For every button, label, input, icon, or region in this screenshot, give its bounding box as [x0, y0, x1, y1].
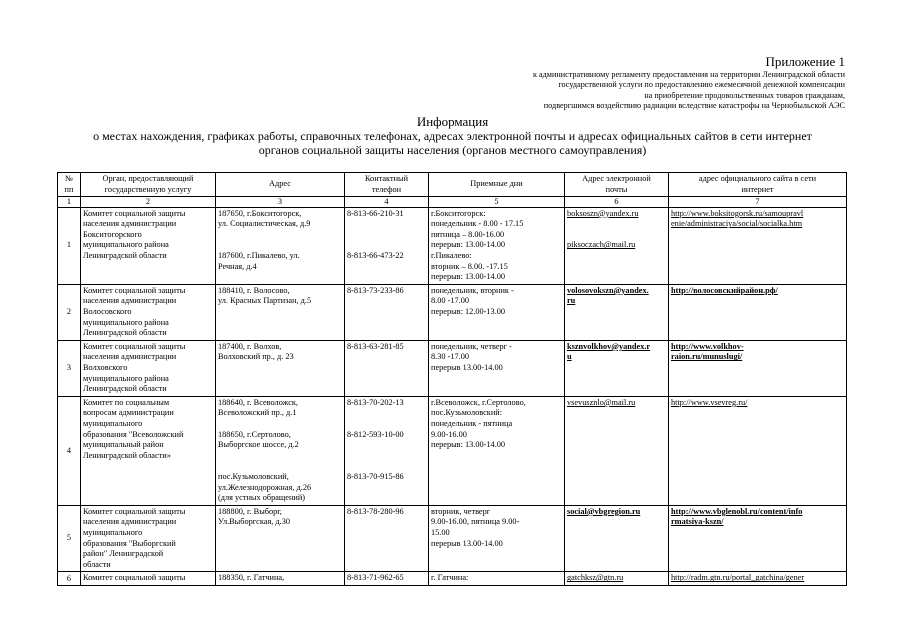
cell-phone — [345, 340, 429, 396]
cell-line: перерыв 13.00-14.00 — [431, 363, 503, 373]
info-subtitle-line: о местах нахождения, графиках работы, справочных телефонах, адресах электронной почты и адресах официальных сайтов в сети интернет — [93, 129, 812, 143]
cell-line — [347, 240, 426, 251]
cell-line: пос.Кузьмоловский, — [218, 472, 289, 481]
column-number: 7 — [669, 197, 847, 208]
cell-line: 187400, г. Волхов, — [218, 341, 282, 351]
cell-line: образования "Выборгский — [83, 538, 176, 548]
cell-line: пос.Кузьмоловский: — [431, 408, 503, 418]
cell-line — [347, 230, 426, 241]
table-row — [58, 505, 847, 572]
cell-line: муниципального района — [83, 373, 169, 383]
cell-line: Ленинградской области — [83, 251, 167, 261]
cell-address — [216, 207, 345, 284]
cell-line: boksoszn@yandex.ru — [567, 208, 639, 218]
appendix-title: Приложение 1 — [765, 54, 845, 69]
cell-line: населения администрации — [83, 517, 177, 527]
column-number: 5 — [429, 197, 565, 208]
header-text: Адрес — [269, 179, 291, 189]
cell-line — [218, 451, 342, 462]
header-text: Адрес электронной — [582, 174, 651, 183]
cell-address — [216, 572, 345, 586]
column-number: 4 — [345, 197, 429, 208]
cell-line: 8-813-73-233-86 — [347, 285, 404, 295]
cell-line: населения администрации — [83, 296, 177, 306]
column-number: 6 — [565, 197, 669, 208]
cell-email[interactable] — [565, 396, 669, 505]
agencies-table — [57, 172, 847, 586]
row-number: 3 — [58, 340, 81, 396]
cell-line: Волховский пр., д. 23 — [218, 352, 294, 362]
cell-line: http://www.volkhov- — [671, 341, 744, 351]
cell-line: муниципального — [83, 527, 143, 537]
header-text: № — [65, 174, 73, 183]
cell-line: Выборгское шоссе, д.2 — [218, 440, 299, 450]
cell-line: social@vbgregion.ru — [567, 506, 641, 516]
cell-line: населения администрации — [83, 352, 177, 362]
cell-line: Речная, д.4 — [218, 261, 257, 271]
cell-line: перерыв: 13.00-14.00 — [431, 440, 506, 450]
cell-line: г. Гатчина: — [431, 573, 469, 583]
cell-site[interactable] — [669, 505, 847, 572]
cell-line: http://www.vsevreg.ru/ — [671, 397, 748, 407]
cell-days — [429, 505, 565, 572]
cell-days — [429, 572, 565, 586]
column-number: 1 — [58, 197, 81, 208]
header-col-days — [429, 173, 565, 197]
cell-line — [218, 240, 342, 251]
row-number: 1 — [58, 207, 81, 284]
cell-line: понедельник - 8.00 - 17.15 — [431, 219, 524, 229]
cell-line: 8-813-66-473-22 — [347, 251, 404, 261]
cell-line: (для устных обращений) — [218, 493, 306, 503]
cell-line: Ленинградской области — [83, 328, 167, 338]
cell-line: u — [567, 352, 572, 362]
cell-line: Волосовского — [83, 307, 132, 317]
cell-line: ksznvolkhov@yandex.r — [567, 341, 651, 351]
cell-organ — [81, 340, 216, 396]
cell-line: volosovokszn@yandex. — [567, 285, 649, 295]
cell-days — [429, 284, 565, 340]
cell-line: enie/administraciya/social/socialka.htm — [671, 219, 803, 229]
cell-line: вторник – 8.00. -17.15 — [431, 261, 508, 271]
cell-line: Комитет социальной защиты — [83, 573, 186, 583]
cell-line: 187600, г.Пикалево, ул. — [218, 251, 300, 261]
row-number: 4 — [58, 396, 81, 505]
cell-address — [216, 340, 345, 396]
cell-line: г.Всеволожск, г.Сертолово, — [431, 397, 526, 407]
cell-line: 8-812-593-10-00 — [347, 429, 404, 439]
header-text: Приемные дни — [470, 179, 523, 189]
cell-line: 8.30 -17.00 — [431, 352, 470, 362]
cell-line: raion.ru/munuslugi/ — [671, 352, 743, 362]
cell-line: 188800, г. Выборг, — [218, 506, 282, 516]
cell-line: 8-813-71-962-65 — [347, 573, 404, 583]
cell-line: http://www.boksitogorsk.ru/samoupravl — [671, 208, 804, 218]
cell-phone — [345, 572, 429, 586]
cell-line: перерыв: 13.00-14.00 — [431, 272, 506, 282]
cell-line: 188650, г.Сертолово, — [218, 429, 291, 439]
cell-line: понедельник - пятница — [431, 419, 513, 429]
cell-line: 188410, г. Волосово, — [218, 285, 290, 295]
table-row — [58, 340, 847, 396]
cell-line: населения администрации — [83, 219, 177, 229]
cell-line: http://radm.gtn.ru/portal_gatchina/gener — [671, 573, 805, 583]
cell-phone — [345, 284, 429, 340]
cell-line: 15.00 — [431, 527, 450, 537]
cell-phone — [345, 396, 429, 505]
cell-line: ru — [567, 296, 576, 306]
cell-line: г.Пикалево: — [431, 251, 472, 261]
cell-line: муниципального района — [83, 317, 169, 327]
header-col-number — [58, 173, 81, 197]
cell-line: 9.00-16.00 — [431, 429, 467, 439]
info-title: Информация — [416, 114, 489, 129]
cell-address — [216, 396, 345, 505]
row-number: 2 — [58, 284, 81, 340]
header-col-phone — [345, 173, 429, 197]
cell-line: перерыв 13.00-14.00 — [431, 538, 503, 548]
cell-line: 9.00-16.00, пятница 9.00- — [431, 517, 520, 527]
table-row — [58, 207, 847, 284]
appendix-line: на приобретение продовольственных товаров гражданам, — [644, 90, 845, 100]
cell-line: 188640, г. Всеволожск, — [218, 397, 299, 407]
cell-line: ул. Красных Партизан, д.5 — [218, 296, 312, 306]
cell-line: Ул.Выборгская, д.30 — [218, 517, 291, 527]
cell-line: gatchksz@gtn.ru — [567, 573, 624, 583]
cell-line: вторник, четверг — [431, 506, 491, 516]
cell-line: Бокситогорского — [83, 229, 142, 239]
cell-email[interactable] — [565, 505, 669, 572]
appendix-line: подвергшимся воздействию радиации вследствие катастрофы на Чернобыльской АЭС — [543, 101, 845, 111]
table-row — [58, 396, 847, 505]
cell-site[interactable] — [669, 572, 847, 586]
cell-line: понедельник, четверг - — [431, 341, 512, 351]
cell-line — [347, 419, 426, 430]
cell-site[interactable] — [669, 284, 847, 340]
cell-organ — [81, 207, 216, 284]
column-number: 3 — [216, 197, 345, 208]
header-text: Орган, предоставляющий — [102, 174, 194, 183]
cell-email[interactable] — [565, 284, 669, 340]
cell-line: 8-813-78-280-96 — [347, 506, 404, 516]
header-col-address — [216, 173, 345, 197]
cell-address — [216, 284, 345, 340]
cell-organ — [81, 505, 216, 572]
cell-line: перерыв: 13.00-14.00 — [431, 240, 506, 250]
cell-email[interactable] — [565, 207, 669, 284]
cell-line: 8-813-63-281-85 — [347, 341, 404, 351]
header-text: государственную услугу — [104, 184, 192, 194]
cell-site[interactable] — [669, 207, 847, 284]
header-col-site — [669, 173, 847, 197]
cell-line: Комитет по социальным — [83, 397, 170, 407]
cell-line: http://волосовскийрайон.рф/ — [671, 285, 778, 295]
cell-address — [216, 505, 345, 572]
cell-phone — [345, 207, 429, 284]
cell-phone — [345, 505, 429, 572]
info-subtitle-line: органов социальной защиты населения (органов местного самоуправления) — [258, 143, 647, 157]
appendix-line: к административному регламенту предоставления на территории Ленинградской области — [532, 70, 845, 79]
cell-site[interactable] — [669, 340, 847, 396]
cell-site[interactable] — [669, 396, 847, 505]
cell-organ — [81, 284, 216, 340]
appendix-block — [385, 54, 845, 112]
cell-line: 188350, г. Гатчина, — [218, 573, 285, 583]
cell-line: piksoczach@mail.ru — [567, 240, 636, 250]
cell-line: район" Ленинградской — [83, 549, 164, 559]
cell-line — [218, 461, 342, 472]
cell-line — [347, 219, 426, 230]
table-body — [58, 207, 847, 586]
cell-line: перерыв: 12.00-13.00 — [431, 307, 506, 317]
cell-line: муниципального района — [83, 240, 169, 250]
cell-organ — [81, 572, 216, 586]
cell-email[interactable] — [565, 572, 669, 586]
cell-days — [429, 340, 565, 396]
row-number: 6 — [58, 572, 81, 586]
cell-line: Комитет социальной защиты — [83, 341, 186, 351]
table-column-numbers-row — [58, 197, 847, 208]
header-text: почты — [605, 184, 628, 194]
cell-line: rmatsiya-kszn/ — [671, 517, 724, 527]
cell-line — [347, 461, 426, 472]
header-col-organ — [81, 173, 216, 197]
cell-line: 8-813-66-210-31 — [347, 208, 404, 218]
cell-line: вопросам администрации — [83, 408, 174, 418]
cell-line: Ленинградской области — [83, 384, 167, 394]
cell-line: 8-813-70-915-86 — [347, 472, 404, 481]
cell-line — [567, 219, 666, 230]
cell-email[interactable] — [565, 340, 669, 396]
cell-line — [347, 451, 426, 462]
header-text: пп — [64, 184, 74, 194]
cell-line — [347, 408, 426, 419]
table-row — [58, 284, 847, 340]
info-subtitle — [0, 129, 905, 157]
cell-line: ул. Социалистическая, д.9 — [218, 219, 311, 229]
cell-line — [218, 230, 342, 241]
cell-line: vsevusznlo@mail.ru — [567, 397, 636, 407]
cell-line — [218, 419, 342, 430]
cell-line: Ленинградской области» — [83, 450, 171, 460]
cell-line — [347, 440, 426, 451]
header-text: интернет — [741, 184, 774, 194]
cell-days — [429, 207, 565, 284]
cell-line: Комитет социальной защиты — [83, 208, 186, 218]
cell-line: Всеволожский пр., д.1 — [218, 408, 297, 418]
cell-line: муниципальный район — [83, 440, 164, 450]
cell-line: области — [83, 559, 111, 569]
cell-line: 8.00 -17.00 — [431, 296, 470, 306]
cell-line: 187650, г.Бокситогорск, — [218, 208, 302, 218]
cell-line: пятница – 8.00-16.00 — [431, 229, 505, 239]
header-text: Контактный — [364, 174, 409, 183]
table-header-row — [58, 173, 847, 197]
header-text: телефон — [371, 184, 402, 194]
cell-line: Комитет социальной защиты — [83, 506, 186, 516]
cell-line: ул.Железнодорожная, д.26 — [218, 482, 312, 492]
column-number: 2 — [81, 197, 216, 208]
appendix-line: государственной услуги по предоставлению ежемесячной денежной компенсации — [558, 80, 845, 90]
cell-line: г.Бокситогорск: — [431, 208, 486, 218]
cell-line: 8-813-70-202-13 — [347, 397, 404, 407]
cell-line: муниципального — [83, 419, 143, 429]
cell-line: понедельник, вторник - — [431, 285, 514, 295]
cell-line — [567, 230, 666, 241]
row-number: 5 — [58, 505, 81, 572]
table-row — [58, 572, 847, 586]
cell-days — [429, 396, 565, 505]
cell-line: образования "Всеволожский — [83, 429, 184, 439]
cell-organ — [81, 396, 216, 505]
cell-line: Комитет социальной защиты — [83, 285, 186, 295]
header-text: адрес официального сайта в сети — [698, 174, 817, 183]
cell-line: http://www.vbglenobl.ru/content/info — [671, 506, 803, 516]
cell-line: Волховского — [83, 363, 128, 373]
header-col-email — [565, 173, 669, 197]
